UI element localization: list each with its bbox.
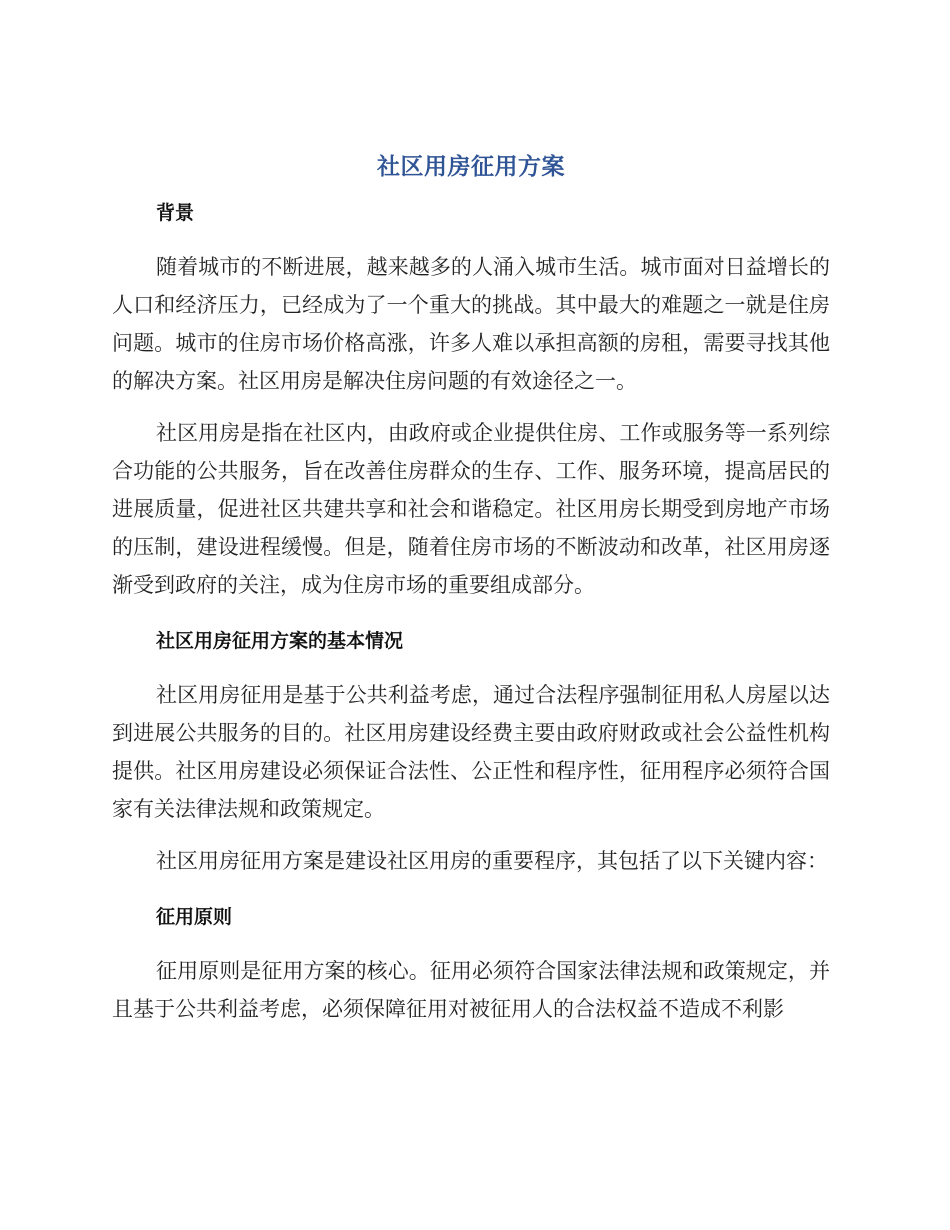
section-heading-principles: 征用原则: [156, 906, 233, 928]
paragraph: 征用原则是征用方案的核心。征用必须符合国家法律法规和政策规定，并且基于公共利益考虑，必须保障征用对被征用人的合法权益不造成不利影: [112, 959, 830, 1021]
paragraph: 社区用房征用是基于公共利益考虑，通过合法程序强制征用私人房屋以达到进展公共服务的目的。社区用房建设经费主要由政府财政或社会公益性机构提供。社区用房建设必须保证合法性、公正性和程序性，征用程序必须符合国家有关法律法规和政策规定。: [112, 683, 830, 821]
document-page: [112, 148, 830, 1042]
document-title: 社区用房征用方案: [377, 154, 565, 180]
section-basic-situation: [112, 626, 830, 880]
paragraph: 随着城市的不断进展，越来越多的人涌入城市生活。城市面对日益增长的人口和经济压力，已经成为了一个重大的挑战。其中最大的难题之一就是住房问题。城市的住房市场价格高涨，许多人难以承担高额的房租，需要寻找其他的解决方案。社区用房是解决住房问题的有效途径之一。: [112, 255, 830, 393]
paragraph: 社区用房是指在社区内，由政府或企业提供住房、工作或服务等一系列综合功能的公共服务，旨在改善住房群众的生存、工作、服务环境，提高居民的进展质量，促进社区共建共享和社会和谐稳定。社区用房长期受到房地产市场的压制，建设进程缓慢。但是，随着住房市场的不断波动和改革，社区用房逐渐受到政府的关注，成为住房市场的重要组成部分。: [112, 421, 830, 597]
section-background: [112, 198, 830, 604]
section-heading-background: 背景: [156, 202, 195, 224]
section-principles: [112, 902, 830, 1028]
paragraph: 社区用房征用方案是建设社区用房的重要程序，其包括了以下关键内容：: [156, 849, 828, 873]
section-heading-basic-situation: 社区用房征用方案的基本情况: [156, 630, 404, 652]
